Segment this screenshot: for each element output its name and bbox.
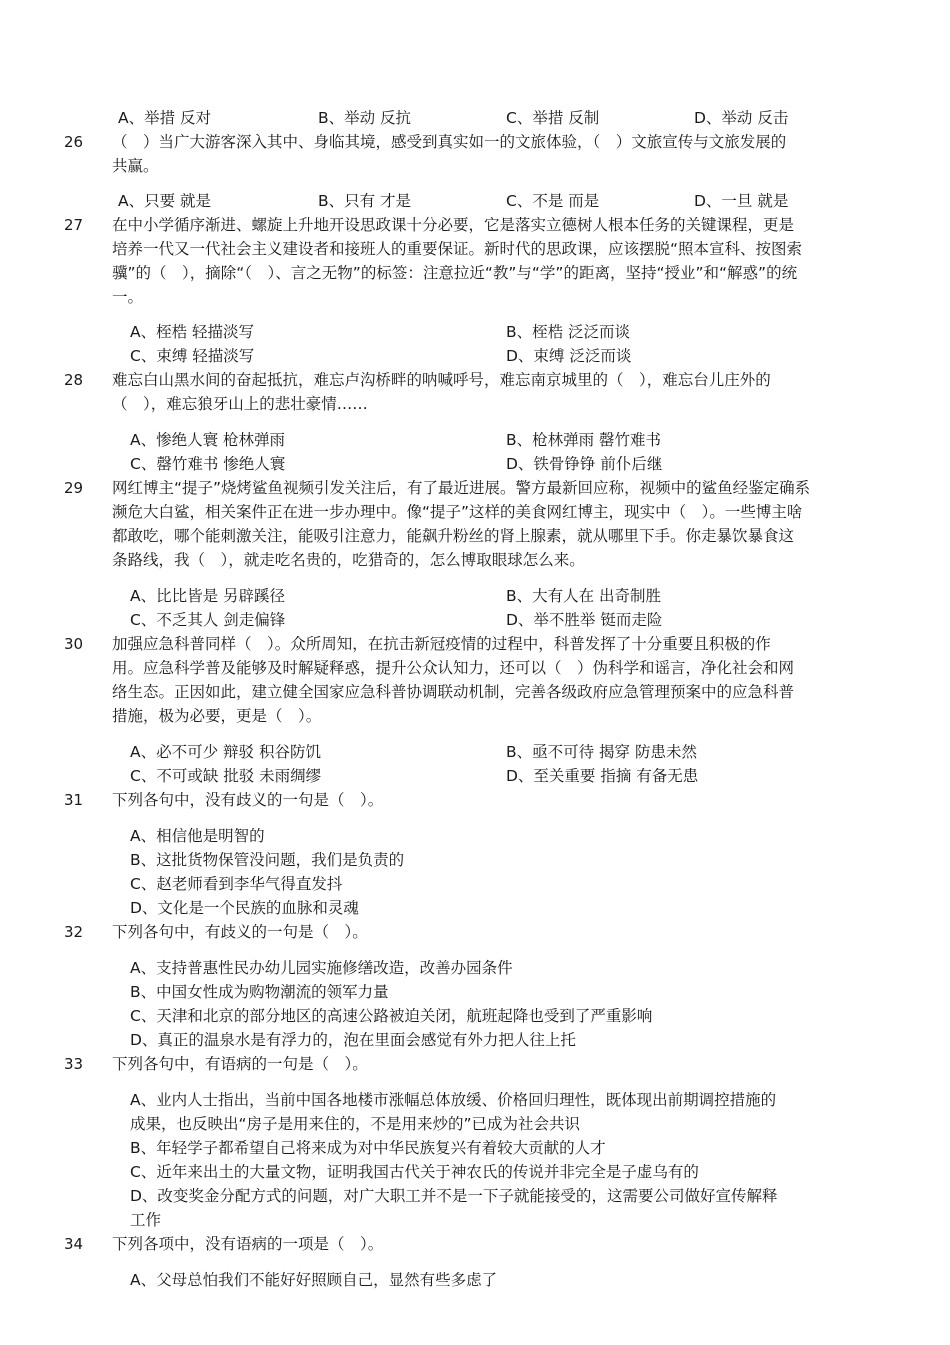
q26-option-c: C、不是 而是 <box>506 192 600 210</box>
q32-option-a: A、支持普惠性民办幼儿园实施修缮改造，改善办园条件 <box>130 959 513 977</box>
q27-stem-line: 一。 <box>112 288 144 306</box>
q28-option-b: B、枪林弹雨 罄竹难书 <box>506 431 662 449</box>
q26-option-a: A、只要 就是 <box>118 192 212 210</box>
q33-option-a: A、业内人士指出，当前中国各地楼市涨幅总体放缓、价格回归理性，既体现出前期调控措施的 <box>130 1091 777 1109</box>
q29-stem-line: 条路线，我（ ），就走吃名贵的，吃猎奇的，怎么博取眼球怎么来。 <box>112 551 585 569</box>
q32-option-c: C、天津和北京的部分地区的高速公路被迫关闭，航班起降也受到了严重影响 <box>130 1007 653 1025</box>
q25-option-a: A、举措 反对 <box>118 109 212 127</box>
q28-option-c: C、罄竹难书 惨绝人寰 <box>130 455 286 473</box>
q33-option-a-cont: 成果，也反映出“房子是用来住的，不是用来炒的”已成为社会共识 <box>130 1115 581 1133</box>
q34-option-a: A、父母总怕我们不能好好照顾自己，显然有些多虑了 <box>130 1271 498 1289</box>
q25-option-d: D、举动 反击 <box>694 109 789 127</box>
q33-option-b: B、年轻学子都希望自己将来成为对中华民族复兴有着较大贡献的人才 <box>130 1139 606 1157</box>
q33-option-c: C、近年来出土的大量文物，证明我国古代关于神农氏的传说并非完全是子虚乌有的 <box>130 1163 699 1181</box>
q27-stem-line: 培养一代又一代社会主义建设者和接班人的重要保证。新时代的思政课，应该摆脱“照本宣科、按图索 <box>112 240 803 258</box>
q28-option-d: D、铁骨铮铮 前仆后继 <box>506 455 663 473</box>
q26-number: 26 <box>64 133 84 151</box>
q29-option-c: C、不乏其人 剑走偏锋 <box>130 611 286 629</box>
q27-stem-line: 在中小学循序渐进、螺旋上升地开设思政课十分必要，它是落实立德树人根本任务的关键课程，更是 <box>112 216 795 234</box>
q33-option-d: D、改变奖金分配方式的问题，对广大职工并不是一下子就能接受的，这需要公司做好宣传解释 <box>130 1187 778 1205</box>
q29-option-d: D、举不胜举 铤而走险 <box>506 611 663 629</box>
q30-stem-line: 加强应急科普同样（ ）。众所周知，在抗击新冠疫情的过程中，科普发挥了十分重要且积极的作 <box>112 635 771 653</box>
q29-option-b: B、大有人在 出奇制胜 <box>506 587 662 605</box>
q27-number: 27 <box>64 216 84 234</box>
q30-option-a: A、必不可少 辩驳 积谷防饥 <box>130 743 321 761</box>
q27-stem-line: 骥”的（ ），摘除“（ ）、言之无物”的标签：注意拉近“教”与“学”的距离，坚持“授业”和“解惑”的统 <box>112 264 798 282</box>
q31-option-b: B、这批货物保管没问题，我们是负责的 <box>130 851 405 869</box>
q29-option-a: A、比比皆是 另辟蹊径 <box>130 587 286 605</box>
q30-option-d: D、至关重要 指摘 有备无患 <box>506 767 699 785</box>
q28-stem-line: 难忘白山黑水间的奋起抵抗，难忘卢沟桥畔的呐喊呼号，难忘南京城里的（ ），难忘台儿庄外的 <box>112 371 771 389</box>
q31-option-d: D、文化是一个民族的血脉和灵魂 <box>130 899 359 917</box>
q28-option-a: A、惨绝人寰 枪林弹雨 <box>130 431 286 449</box>
q30-option-b: B、亟不可待 揭穿 防患未然 <box>506 743 697 761</box>
q26-option-d: D、一旦 就是 <box>694 192 789 210</box>
q34-number: 34 <box>64 1235 84 1253</box>
q29-number: 29 <box>64 479 84 497</box>
q28-stem-line: （ ），难忘狼牙山上的悲壮豪情…… <box>112 395 368 413</box>
q25-option-b: B、举动 反抗 <box>318 109 412 127</box>
q27-option-c: C、束缚 轻描淡写 <box>130 347 255 365</box>
q27-option-d: D、束缚 泛泛而谈 <box>506 347 632 365</box>
q27-option-b: B、桎梏 泛泛而谈 <box>506 323 631 341</box>
q30-stem-line: 用。应急科学普及能够及时解疑释惑，提升公众认知力，还可以（ ）伪科学和谣言，净化社会和网 <box>112 659 795 677</box>
q30-stem-line: 措施，极为必要，更是（ ）。 <box>112 707 322 725</box>
q33-option-d-cont: 工作 <box>130 1211 162 1229</box>
q26-option-b: B、只有 才是 <box>318 192 412 210</box>
q33-number: 33 <box>64 1055 84 1073</box>
q32-option-b: B、中国女性成为购物潮流的领军力量 <box>130 983 389 1001</box>
q30-number: 30 <box>64 635 84 653</box>
q34-stem-line: 下列各项中，没有语病的一项是（ ）。 <box>112 1235 384 1253</box>
q25-option-c: C、举措 反制 <box>506 109 600 127</box>
q31-stem-line: 下列各句中，没有歧义的一句是（ ）。 <box>112 791 384 809</box>
q31-option-a: A、相信他是明智的 <box>130 827 265 845</box>
q29-stem-line: 网红博主“提子”烧烤鲨鱼视频引发关注后，有了最近进展。警方最新回应称，视频中的鲨鱼经鉴定确系 <box>112 479 811 497</box>
q29-stem-line: 都敢吃，哪个能刺激关注，能吸引注意力，能飙升粉丝的肾上腺素，就从哪里下手。你走暴饮暴食这 <box>112 527 795 545</box>
q30-option-c: C、不可或缺 批驳 未雨绸缪 <box>130 767 322 785</box>
q27-option-a: A、桎梏 轻描淡写 <box>130 323 255 341</box>
q33-stem-line: 下列各句中，有语病的一句是（ ）。 <box>112 1055 368 1073</box>
q31-option-c: C、赵老师看到李华气得直发抖 <box>130 875 343 893</box>
q32-stem-line: 下列各句中，有歧义的一句是（ ）。 <box>112 923 368 941</box>
q29-stem-line: 濒危大白鲨，相关案件正在进一步办理中。像“提子”这样的美食网红博主，现实中（ ）。一些博主啥 <box>112 503 803 521</box>
q32-option-d: D、真正的温泉水是有浮力的，泡在里面会感觉有外力把人往上托 <box>130 1031 576 1049</box>
q28-number: 28 <box>64 371 84 389</box>
q26-stem-line: 共赢。 <box>112 157 159 175</box>
q31-number: 31 <box>64 791 84 809</box>
q32-number: 32 <box>64 923 84 941</box>
q30-stem-line: 络生态。正因如此，建立健全国家应急科普协调联动机制，完善各级政府应急管理预案中的应急科普 <box>112 683 795 701</box>
q26-stem-line: （ ）当广大游客深入其中、身临其境，感受到真实如一的文旅体验，（ ）文旅宣传与文旅发展的 <box>112 133 787 151</box>
